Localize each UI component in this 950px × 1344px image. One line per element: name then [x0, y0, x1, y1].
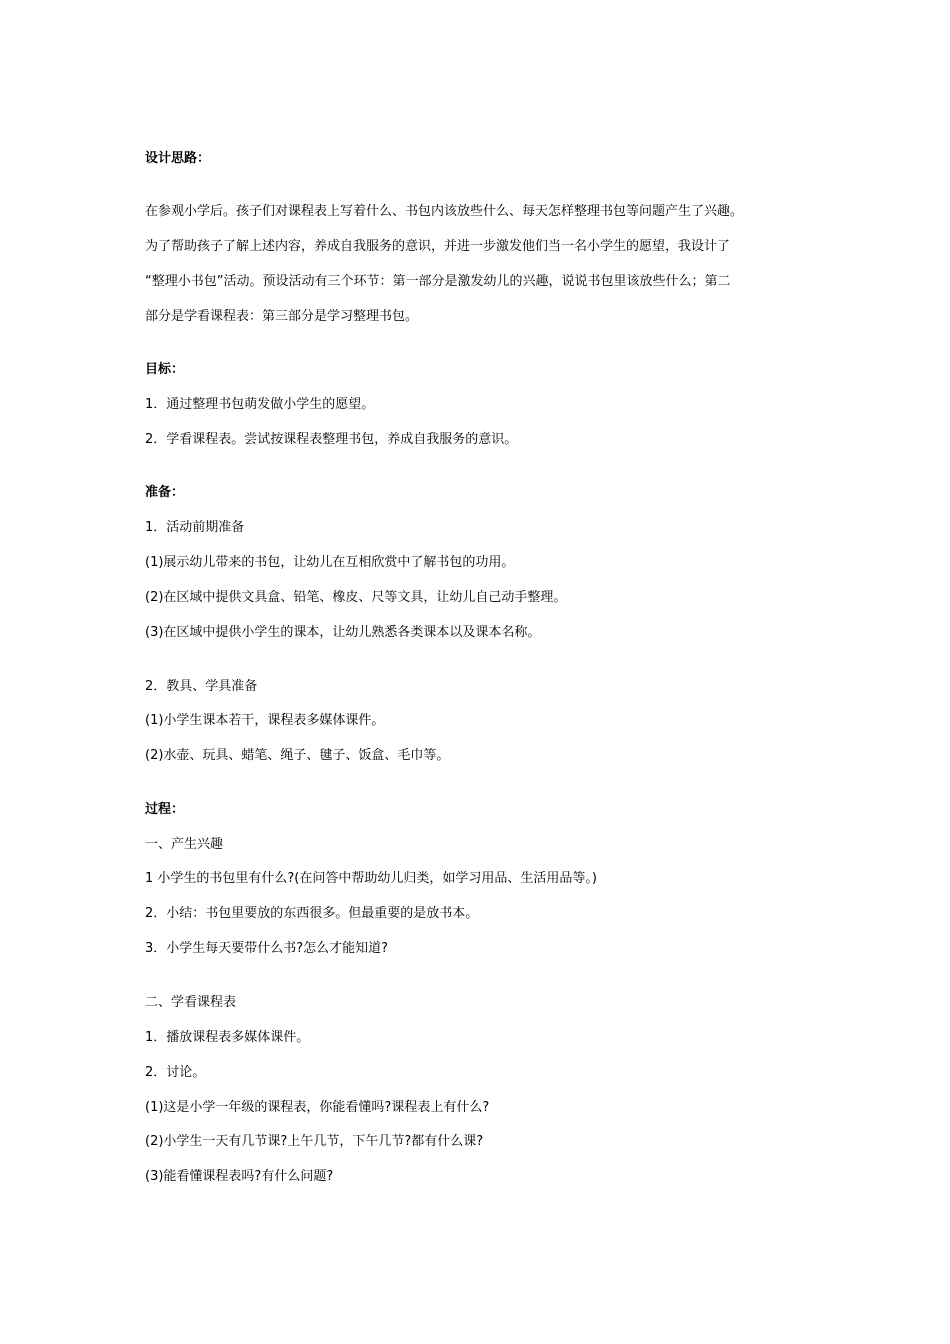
process-section1-item: 1 小学生的书包里有什么?(在问答中帮助幼儿归类，如学习用品、生活用品等。) [145, 871, 597, 886]
prep-part1-item: (1)展示幼儿带来的书包，让幼儿在互相欣赏中了解书包的功用。 [145, 555, 515, 570]
design-line: “整理小书包”活动。预设活动有三个环节：第一部分是激发幼儿的兴趣，说说书包里该放些什么；第二 [145, 274, 731, 289]
goal-item: 2．学看课程表。尝试按课程表整理书包，养成自我服务的意识。 [145, 432, 518, 447]
process-section2-item: 1．播放课程表多媒体课件。 [145, 1030, 310, 1045]
design-heading: 设计思路： [145, 151, 211, 166]
process-section2-item: (3)能看懂课程表吗?有什么问题? [145, 1169, 334, 1184]
process-section2-title: 二、学看课程表 [145, 995, 237, 1010]
process-section1-item: 3．小学生每天要带什么书?怎么才能知道? [145, 941, 389, 956]
process-section1-title: 一、产生兴趣 [145, 837, 224, 852]
process-section2-item: (2)小学生一天有几节课?上午几节，下午几节?都有什么课? [145, 1134, 484, 1149]
prep-heading: 准备： [145, 485, 185, 500]
prep-part1-item: (2)在区域中提供文具盒、铅笔、橡皮、尺等文具，让幼儿自己动手整理。 [145, 590, 567, 605]
process-section2-item: 2．讨论。 [145, 1065, 206, 1080]
prep-part2-item: (1)小学生课本若干，课程表多媒体课件。 [145, 713, 385, 728]
goals-heading: 目标： [145, 362, 185, 377]
design-line: 为了帮助孩子了解上述内容，养成自我服务的意识，并进一步激发他们当一名小学生的愿望，我设计了 [145, 239, 731, 254]
prep-part1-item: (3)在区域中提供小学生的课本，让幼儿熟悉各类课本以及课本名称。 [145, 625, 541, 640]
design-line: 在参观小学后。孩子们对课程表上写着什么、书包内该放些什么、每天怎样整理书包等问题产生了兴趣。 [145, 204, 744, 219]
process-section1-item: 2．小结：书包里要放的东西很多。但最重要的是放书本。 [145, 906, 479, 921]
goal-item: 1．通过整理书包萌发做小学生的愿望。 [145, 397, 375, 412]
prep-part2-item: (2)水壶、玩具、蜡笔、绳子、毽子、饭盒、毛巾等。 [145, 748, 450, 763]
process-section2-item: (1)这是小学一年级的课程表，你能看懂吗?课程表上有什么? [145, 1100, 490, 1115]
design-line: 部分是学看课程表：第三部分是学习整理书包。 [145, 309, 419, 324]
prep-part2-title: 2．教具、学具准备 [145, 679, 258, 694]
process-heading: 过程： [145, 802, 185, 817]
prep-part1-title: 1．活动前期准备 [145, 520, 245, 535]
